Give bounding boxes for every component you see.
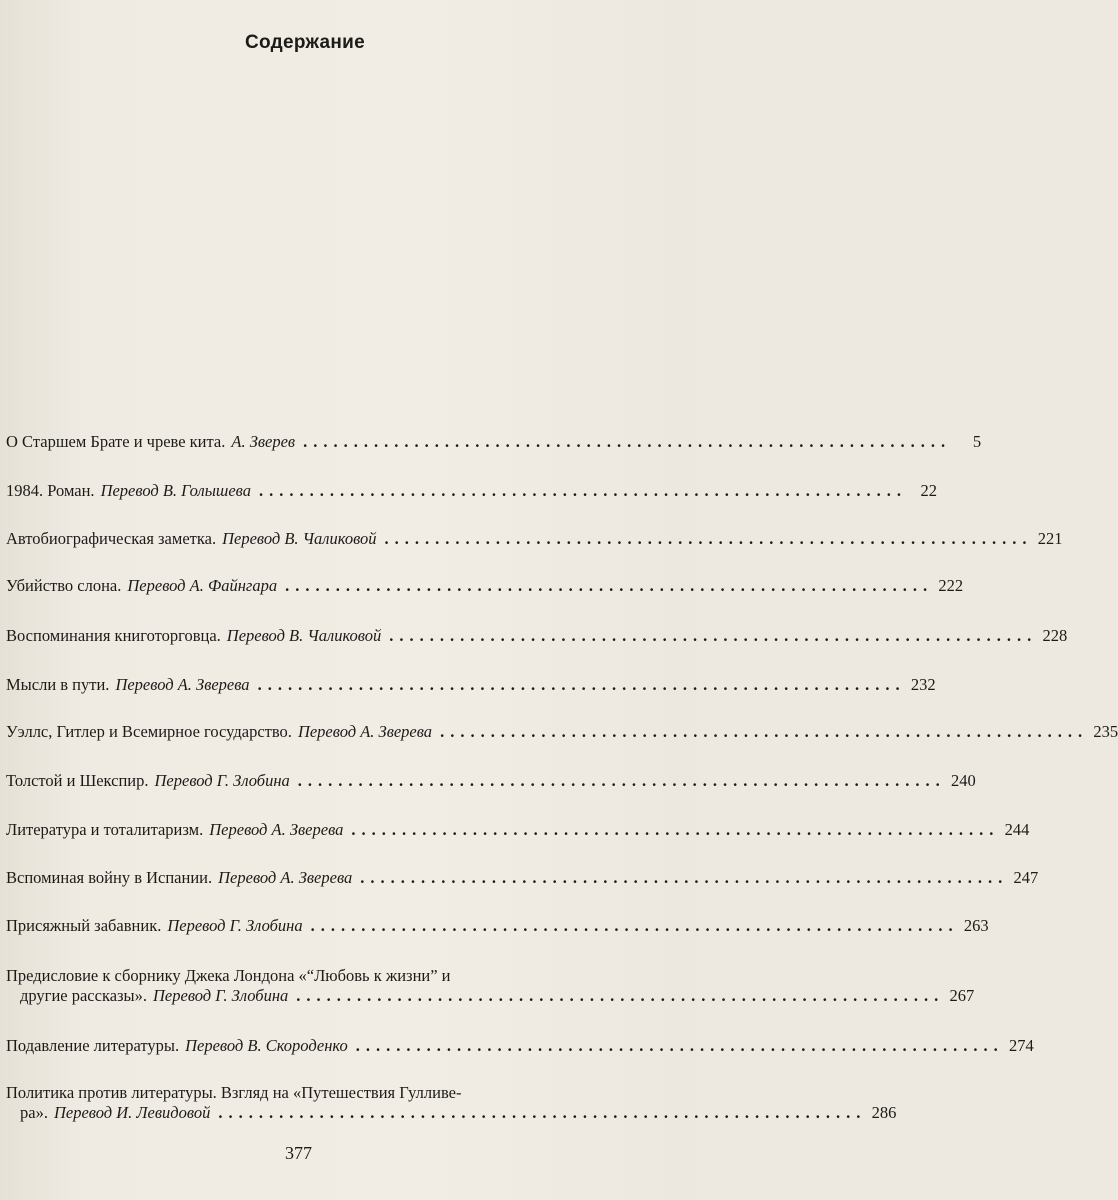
entry-translator: Перевод В. Голышева — [100, 481, 251, 500]
entry-translator: А. Зверев — [231, 432, 296, 451]
leader-dots: ................................................................ — [384, 529, 1033, 548]
entry-page: 274 — [1008, 1036, 1034, 1055]
entry-translator: Перевод И. Левидовой — [53, 1103, 211, 1122]
toc-entry[interactable] — [6, 722, 1118, 742]
entry-title: Толстой и Шекспир. — [6, 771, 149, 790]
entry-title: Автобиографическая заметка. — [6, 529, 217, 548]
leader-dots: ................................................................ — [440, 722, 1089, 741]
entry-page: 244 — [1004, 820, 1030, 839]
leader-dots: ................................................................ — [258, 481, 907, 500]
entry-translator: Перевод А. Зверева — [297, 722, 433, 741]
entry-page: 232 — [910, 675, 936, 694]
toc-entry[interactable] — [6, 675, 936, 695]
entry-title: Вспоминая войну в Испании. — [6, 868, 213, 887]
leader-dots: ................................................................ — [355, 1036, 1004, 1055]
entry-translator: Перевод Г. Злобина — [167, 916, 303, 935]
entry-title: 1984. Роман. — [6, 481, 95, 500]
leader-dots: ................................................................ — [389, 626, 1038, 645]
entry-translator: Перевод А. Зверева — [209, 820, 344, 839]
entry-translator: Перевод Г. Злобина — [154, 771, 290, 790]
toc-entry[interactable] — [6, 916, 989, 936]
leader-dots: ................................................................ — [351, 820, 1000, 839]
entry-title-line-1: Предисловие к сборнику Джека Лондона «“Любовь к жизни” и — [6, 966, 451, 985]
page-title: Содержание — [244, 32, 366, 53]
leader-dots: ................................................................ — [218, 1103, 867, 1122]
entry-page: 5 — [972, 432, 982, 451]
leader-dots: ................................................................ — [257, 675, 906, 694]
leader-dots: ................................................................ — [360, 868, 1009, 887]
toc-entry[interactable] — [6, 432, 982, 452]
entry-page: 286 — [871, 1103, 897, 1122]
entry-title: Воспоминания книготорговца. — [6, 626, 221, 645]
entry-title: Присяжный забавник. — [6, 916, 162, 935]
toc-entry[interactable] — [6, 481, 937, 501]
entry-title-line-1: Политика против литературы. Взгляд на «Путешествия Гулливе- — [6, 1083, 462, 1102]
entry-translator: Перевод А. Зверева — [115, 675, 250, 694]
entry-translator: Перевод А. Файнгара — [127, 576, 278, 595]
entry-page: 22 — [920, 481, 937, 500]
toc-entry[interactable] — [6, 529, 1063, 549]
entry-page: 221 — [1037, 529, 1063, 548]
toc-entry[interactable] — [6, 626, 1068, 646]
entry-translator: Перевод В. Чаликовой — [222, 529, 377, 548]
entry-page: 267 — [949, 986, 975, 1005]
entry-title: Уэллс, Гитлер и Всемирное государство. — [6, 722, 292, 741]
toc-entry[interactable] — [6, 820, 1030, 840]
entry-translator: Перевод Г. Злобина — [153, 986, 289, 1005]
entry-title: Подавление литературы. — [6, 1036, 180, 1055]
leader-dots: ................................................................ — [285, 576, 934, 595]
entry-title-line-2: другие рассказы». — [20, 986, 148, 1005]
entry-title: Литература и тоталитаризм. — [6, 820, 204, 839]
entry-page: 247 — [1013, 868, 1039, 887]
entry-title: Мысли в пути. — [6, 675, 110, 694]
leader-dots: ................................................................ — [303, 432, 952, 451]
toc-entry[interactable] — [6, 868, 1039, 888]
leader-dots: ................................................................ — [310, 916, 959, 935]
entry-translator: Перевод В. Скороденко — [185, 1036, 348, 1055]
entry-title-line-2: ра». — [20, 1103, 48, 1122]
entry-page: 228 — [1042, 626, 1068, 645]
toc-entry[interactable] — [6, 771, 976, 791]
entry-title: О Старшем Брате и чреве кита. — [6, 432, 226, 451]
toc-entry[interactable] — [6, 966, 975, 1006]
entry-page: 240 — [951, 771, 976, 790]
toc-entry[interactable] — [6, 1083, 897, 1123]
toc-entry[interactable] — [6, 576, 964, 596]
toc-entry[interactable] — [6, 1036, 1034, 1056]
entry-page: 263 — [963, 916, 989, 935]
entry-translator: Перевод А. Зверева — [218, 868, 353, 887]
entry-page: 235 — [1093, 722, 1118, 741]
entry-page: 222 — [938, 576, 964, 595]
leader-dots: ................................................................ — [297, 771, 946, 790]
entry-title: Убийство слона. — [6, 576, 122, 595]
page-number: 377 — [285, 1143, 312, 1163]
entry-translator: Перевод В. Чаликовой — [226, 626, 382, 645]
leader-dots: ................................................................ — [296, 986, 945, 1005]
